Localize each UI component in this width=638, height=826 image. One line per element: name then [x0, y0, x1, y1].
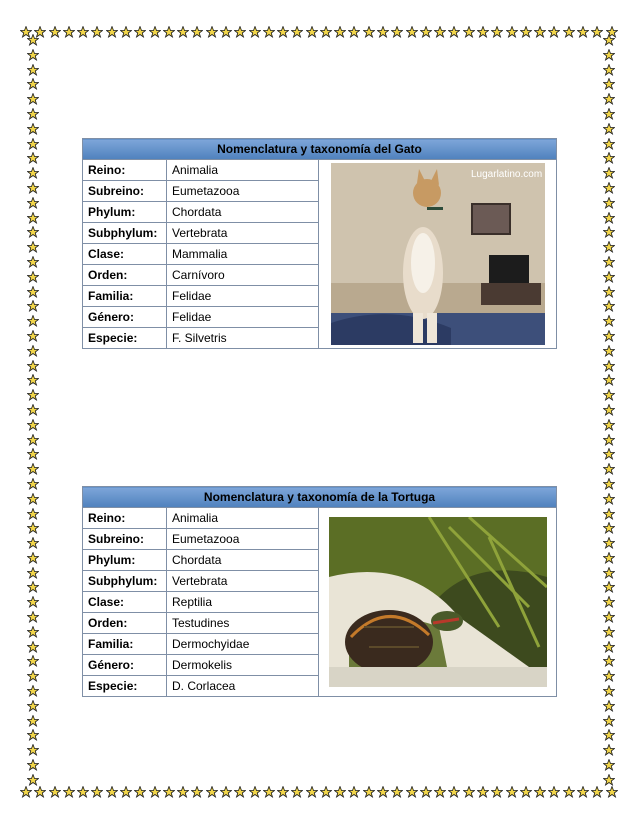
star-icon: [27, 463, 39, 475]
star-icon: [603, 655, 615, 667]
star-icon: [406, 786, 418, 798]
star-icon: [603, 626, 615, 638]
star-icon: [603, 611, 615, 623]
star-icon: [506, 786, 518, 798]
star-icon: [577, 26, 589, 38]
star-icon: [563, 786, 575, 798]
star-icon: [27, 626, 39, 638]
star-icon: [27, 256, 39, 268]
star-icon: [603, 241, 615, 253]
turtle-table-title: Nomenclatura y taxonomía de la Tortuga: [83, 487, 557, 508]
star-icon: [191, 26, 203, 38]
star-icon: [603, 567, 615, 579]
star-icon: [106, 26, 118, 38]
star-icon: [27, 345, 39, 357]
star-icon: [603, 641, 615, 653]
star-icon: [120, 26, 132, 38]
star-icon: [49, 786, 61, 798]
cat-table-title: Nomenclatura y taxonomía del Gato: [83, 139, 557, 160]
star-icon: [234, 786, 246, 798]
star-icon: [320, 26, 332, 38]
taxon-value: Animalia: [167, 160, 319, 181]
star-icon: [306, 26, 318, 38]
taxon-value: Animalia: [167, 508, 319, 529]
star-icon: [27, 152, 39, 164]
taxon-value: Eumetazooa: [167, 181, 319, 202]
star-icon: [420, 786, 432, 798]
star-icon: [603, 404, 615, 416]
star-icon: [448, 786, 460, 798]
star-icon: [603, 463, 615, 475]
taxon-label: Familia:: [83, 286, 167, 307]
star-icon: [377, 786, 389, 798]
star-icon: [520, 26, 532, 38]
star-icon: [603, 596, 615, 608]
star-icon: [603, 537, 615, 549]
star-icon: [120, 786, 132, 798]
taxon-label: Especie:: [83, 328, 167, 349]
star-icon: [27, 744, 39, 756]
star-icon: [603, 700, 615, 712]
star-icon: [77, 26, 89, 38]
star-icon: [27, 759, 39, 771]
taxon-value: Mammalia: [167, 244, 319, 265]
page-border-top: [20, 26, 618, 40]
star-icon: [27, 374, 39, 386]
taxon-label: Especie:: [83, 676, 167, 697]
star-icon: [603, 419, 615, 431]
star-icon: [363, 786, 375, 798]
star-icon: [603, 774, 615, 786]
star-icon: [27, 108, 39, 120]
star-icon: [603, 300, 615, 312]
star-icon: [27, 167, 39, 179]
star-icon: [391, 26, 403, 38]
star-icon: [49, 26, 61, 38]
star-icon: [477, 26, 489, 38]
taxon-value: Vertebrata: [167, 223, 319, 244]
star-icon: [27, 641, 39, 653]
star-icon: [27, 182, 39, 194]
star-icon: [163, 786, 175, 798]
star-icon: [27, 197, 39, 209]
star-icon: [491, 26, 503, 38]
star-icon: [406, 26, 418, 38]
page-border-bottom: [20, 786, 618, 800]
taxon-label: Género:: [83, 307, 167, 328]
star-icon: [27, 508, 39, 520]
star-icon: [234, 26, 246, 38]
star-icon: [603, 286, 615, 298]
star-icon: [27, 404, 39, 416]
star-icon: [27, 64, 39, 76]
taxon-label: Subreino:: [83, 181, 167, 202]
star-icon: [134, 786, 146, 798]
star-icon: [106, 786, 118, 798]
taxon-label: Reino:: [83, 160, 167, 181]
star-icon: [149, 786, 161, 798]
star-icon: [77, 786, 89, 798]
star-icon: [27, 655, 39, 667]
taxon-value: Testudines: [167, 613, 319, 634]
taxon-label: Familia:: [83, 634, 167, 655]
star-icon: [27, 226, 39, 238]
star-icon: [563, 26, 575, 38]
taxon-value: Carnívoro: [167, 265, 319, 286]
star-icon: [220, 26, 232, 38]
star-icon: [20, 786, 32, 798]
page-border-left: [26, 34, 40, 786]
star-icon: [206, 786, 218, 798]
star-icon: [534, 26, 546, 38]
star-icon: [27, 596, 39, 608]
star-icon: [603, 34, 615, 46]
star-icon: [603, 330, 615, 342]
star-icon: [334, 26, 346, 38]
taxon-value: Reptilia: [167, 592, 319, 613]
star-icon: [603, 508, 615, 520]
star-icon: [27, 123, 39, 135]
star-icon: [348, 786, 360, 798]
taxon-label: Género:: [83, 655, 167, 676]
star-icon: [520, 786, 532, 798]
star-icon: [548, 786, 560, 798]
taxon-label: Subreino:: [83, 529, 167, 550]
star-icon: [27, 434, 39, 446]
turtle-taxonomy-table: [82, 486, 557, 697]
star-icon: [434, 26, 446, 38]
star-icon: [27, 700, 39, 712]
photo-watermark: Lugarlatino.com: [470, 169, 542, 180]
star-icon: [603, 434, 615, 446]
star-icon: [603, 152, 615, 164]
taxon-label: Orden:: [83, 265, 167, 286]
star-icon: [603, 448, 615, 460]
taxon-value: Dermochyidae: [167, 634, 319, 655]
star-icon: [191, 786, 203, 798]
star-icon: [603, 182, 615, 194]
taxon-value: F. Silvetris: [167, 328, 319, 349]
star-icon: [91, 786, 103, 798]
star-icon: [306, 786, 318, 798]
star-icon: [603, 78, 615, 90]
star-icon: [27, 93, 39, 105]
cat-photo: [331, 163, 545, 345]
star-icon: [27, 685, 39, 697]
star-icon: [27, 49, 39, 61]
star-icon: [603, 522, 615, 534]
star-icon: [34, 786, 46, 798]
star-icon: [603, 271, 615, 283]
star-icon: [603, 138, 615, 150]
taxon-value: Dermokelis: [167, 655, 319, 676]
star-icon: [603, 226, 615, 238]
star-icon: [603, 581, 615, 593]
star-icon: [27, 715, 39, 727]
taxon-value: D. Corlacea: [167, 676, 319, 697]
star-icon: [177, 26, 189, 38]
star-icon: [27, 34, 39, 46]
star-icon: [27, 729, 39, 741]
star-icon: [603, 93, 615, 105]
taxon-value: Felidae: [167, 307, 319, 328]
turtle-photo: [329, 517, 547, 687]
star-icon: [603, 552, 615, 564]
turtle-photo-cell: [319, 508, 557, 697]
star-icon: [27, 330, 39, 342]
star-icon: [603, 374, 615, 386]
star-icon: [27, 138, 39, 150]
taxon-label: Reino:: [83, 508, 167, 529]
star-icon: [603, 345, 615, 357]
star-icon: [463, 26, 475, 38]
star-icon: [603, 493, 615, 505]
star-icon: [263, 26, 275, 38]
star-icon: [63, 26, 75, 38]
star-icon: [377, 26, 389, 38]
star-icon: [27, 478, 39, 490]
star-icon: [363, 26, 375, 38]
star-icon: [603, 212, 615, 224]
taxon-label: Clase:: [83, 244, 167, 265]
star-icon: [434, 786, 446, 798]
star-icon: [577, 786, 589, 798]
star-icon: [27, 522, 39, 534]
star-icon: [603, 360, 615, 372]
star-icon: [249, 786, 261, 798]
star-icon: [27, 389, 39, 401]
star-icon: [448, 26, 460, 38]
star-icon: [534, 786, 546, 798]
star-icon: [603, 123, 615, 135]
cat-photo-cell: [319, 160, 557, 349]
page-border-right: [602, 34, 616, 786]
star-icon: [206, 26, 218, 38]
star-icon: [491, 786, 503, 798]
star-icon: [548, 26, 560, 38]
star-icon: [420, 26, 432, 38]
star-icon: [334, 786, 346, 798]
star-icon: [27, 448, 39, 460]
taxon-label: Orden:: [83, 613, 167, 634]
star-icon: [603, 715, 615, 727]
star-icon: [506, 26, 518, 38]
taxon-label: Subphylum:: [83, 223, 167, 244]
star-icon: [27, 241, 39, 253]
star-icon: [603, 759, 615, 771]
star-icon: [27, 271, 39, 283]
taxon-label: Phylum:: [83, 202, 167, 223]
star-icon: [134, 26, 146, 38]
star-icon: [27, 78, 39, 90]
star-icon: [291, 26, 303, 38]
taxon-value: Vertebrata: [167, 571, 319, 592]
star-icon: [27, 537, 39, 549]
star-icon: [603, 670, 615, 682]
taxon-label: Clase:: [83, 592, 167, 613]
star-icon: [606, 786, 618, 798]
taxon-label: Phylum:: [83, 550, 167, 571]
taxon-value: Chordata: [167, 550, 319, 571]
taxon-value: Chordata: [167, 202, 319, 223]
star-icon: [603, 197, 615, 209]
star-icon: [27, 286, 39, 298]
star-icon: [591, 786, 603, 798]
star-icon: [291, 786, 303, 798]
star-icon: [603, 49, 615, 61]
star-icon: [27, 493, 39, 505]
star-icon: [220, 786, 232, 798]
star-icon: [27, 670, 39, 682]
star-icon: [249, 26, 261, 38]
star-icon: [63, 786, 75, 798]
star-icon: [177, 786, 189, 798]
star-icon: [477, 786, 489, 798]
star-icon: [27, 419, 39, 431]
star-icon: [603, 315, 615, 327]
taxon-value: Felidae: [167, 286, 319, 307]
star-icon: [91, 26, 103, 38]
star-icon: [27, 567, 39, 579]
star-icon: [320, 786, 332, 798]
star-icon: [27, 552, 39, 564]
star-icon: [603, 685, 615, 697]
star-icon: [27, 315, 39, 327]
star-icon: [27, 212, 39, 224]
star-icon: [603, 729, 615, 741]
star-icon: [277, 786, 289, 798]
star-icon: [603, 389, 615, 401]
star-icon: [277, 26, 289, 38]
cat-taxonomy-table: [82, 138, 557, 349]
star-icon: [603, 256, 615, 268]
star-icon: [263, 786, 275, 798]
star-icon: [603, 108, 615, 120]
taxon-value: Eumetazooa: [167, 529, 319, 550]
star-icon: [463, 786, 475, 798]
star-icon: [27, 581, 39, 593]
star-icon: [391, 786, 403, 798]
star-icon: [27, 300, 39, 312]
star-icon: [149, 26, 161, 38]
taxon-label: Subphylum:: [83, 571, 167, 592]
star-icon: [603, 64, 615, 76]
star-icon: [163, 26, 175, 38]
star-icon: [603, 478, 615, 490]
star-icon: [603, 744, 615, 756]
star-icon: [27, 611, 39, 623]
star-icon: [603, 167, 615, 179]
star-icon: [27, 360, 39, 372]
star-icon: [348, 26, 360, 38]
star-icon: [27, 774, 39, 786]
